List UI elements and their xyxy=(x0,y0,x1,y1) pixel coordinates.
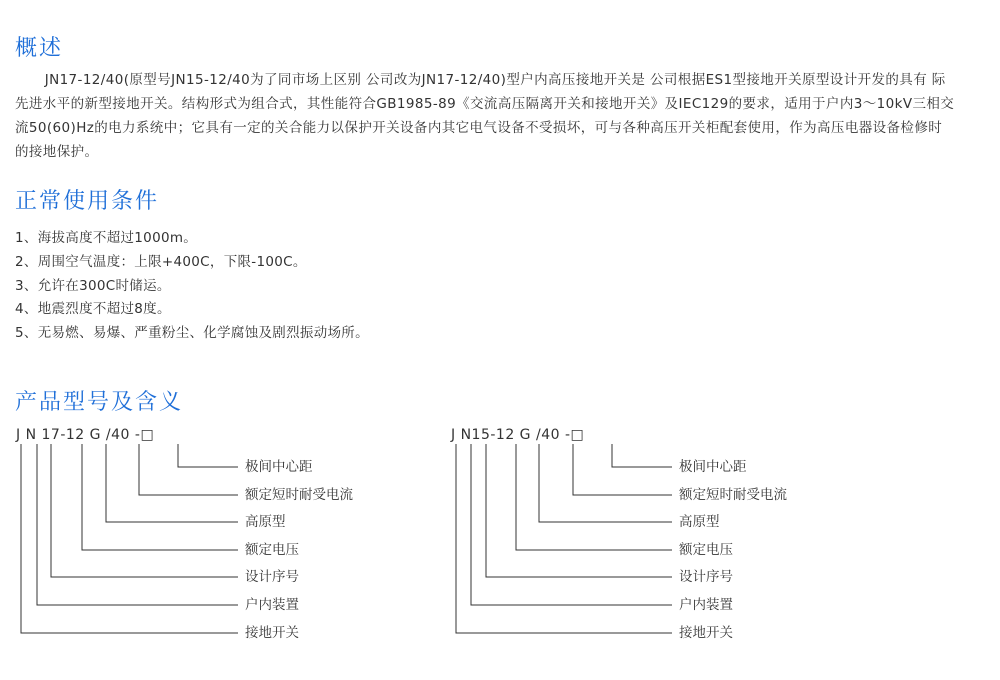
bracket-line xyxy=(51,444,238,577)
label-design-number: 设计序号 xyxy=(679,569,733,585)
label-indoor-device: 户内装置 xyxy=(245,597,299,613)
condition-item: 4、地震烈度不超过8度。 xyxy=(15,301,171,318)
overview-heading: 概述 xyxy=(15,36,64,61)
condition-item: 2、周围空气温度：上限+400C，下限-100C。 xyxy=(15,253,307,270)
bracket-lines-right xyxy=(456,444,672,633)
label-grounding-switch: 接地开关 xyxy=(245,625,299,641)
label-pole-distance: 极间中心距 xyxy=(679,459,747,475)
bracket-line xyxy=(471,444,672,605)
bracket-line xyxy=(106,444,238,522)
label-rated-current: 额定短时耐受电流 xyxy=(245,487,353,503)
condition-item: 3、允许在300C时储运。 xyxy=(15,277,171,294)
label-plateau-type: 高原型 xyxy=(679,514,720,530)
model-code-left: J N 17-12 G /40 -□ xyxy=(16,427,155,443)
label-plateau-type: 高原型 xyxy=(245,514,286,530)
bracket-line xyxy=(82,444,238,550)
bracket-line xyxy=(612,444,672,467)
bracket-line xyxy=(139,444,238,495)
conditions-heading: 正常使用条件 xyxy=(15,189,160,214)
bracket-line xyxy=(37,444,238,605)
bracket-line xyxy=(539,444,672,522)
label-indoor-device: 户内装置 xyxy=(679,597,733,613)
bracket-line xyxy=(486,444,672,577)
overview-paragraph: JN17-12/40(原型号JN15-12/40为了同市场上区别 公司改为JN17-12/40)型户内高压接地开关是 公司根据ES1型接地开关原型设计开发的具有 际先进水平的新型接地开关。结构形式为组合式，其性能符合GB1985-89《交流高压隔离开关和接地开关》及IEC129的要求，适用于户内3～10kV三相交流50(60)Hz的电力系统中；它具有一定的关合能力以保护开关设备内其它电气设备不受损坏，可与各种高压开关柜配套使用，作为高压电器设备检修时的接地保护。 xyxy=(15,72,955,160)
label-rated-voltage: 额定电压 xyxy=(679,542,733,558)
label-pole-distance: 极间中心距 xyxy=(245,459,313,475)
bracket-lines-left xyxy=(21,444,238,633)
condition-item: 5、无易燃、易爆、严重粉尘、化学腐蚀及剧烈振动场所。 xyxy=(15,325,369,342)
label-grounding-switch: 接地开关 xyxy=(679,625,733,641)
label-rated-current: 额定短时耐受电流 xyxy=(679,487,787,503)
label-rated-voltage: 额定电压 xyxy=(245,542,299,558)
bracket-line xyxy=(178,444,238,467)
label-design-number: 设计序号 xyxy=(245,569,299,585)
condition-item: 1、海拔高度不超过1000m。 xyxy=(15,230,198,246)
model-code-right: J N15-12 G /40 -□ xyxy=(451,427,585,443)
bracket-line xyxy=(573,444,672,495)
model-heading: 产品型号及含义 xyxy=(15,390,184,415)
